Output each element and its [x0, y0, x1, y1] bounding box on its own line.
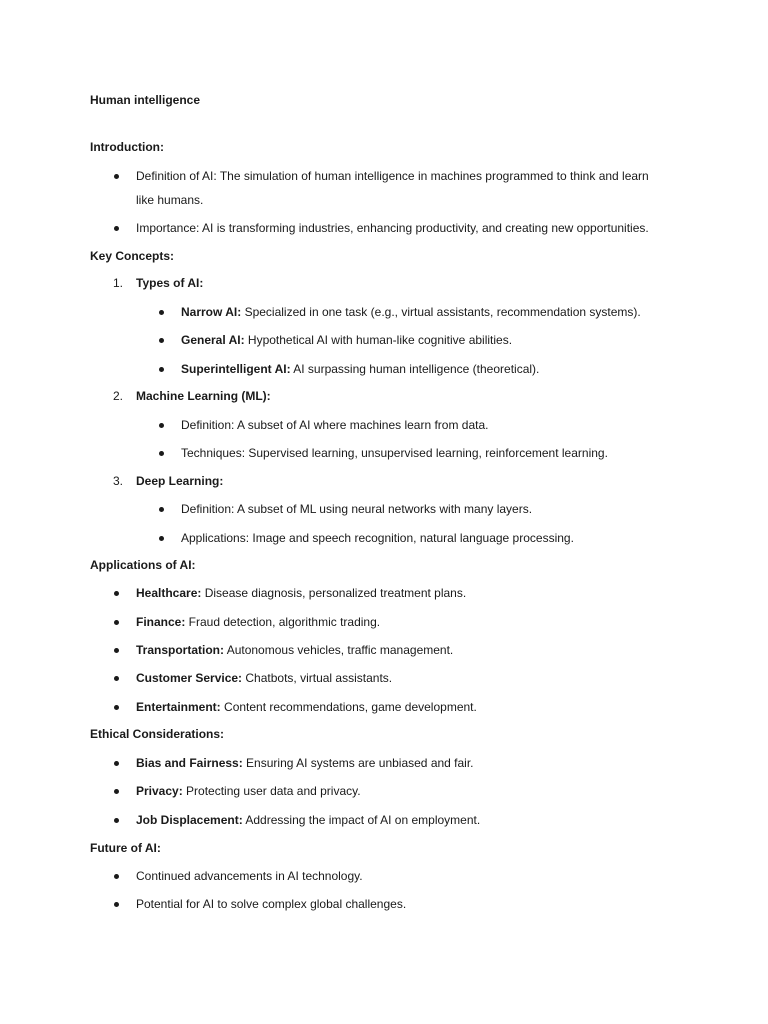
term-label: Job Displacement:	[136, 813, 243, 827]
section-heading-introduction: Introduction:	[90, 140, 164, 154]
bullet-icon	[114, 620, 119, 625]
term-description: Chatbots, virtual assistants.	[242, 671, 393, 685]
list-number: 1.	[113, 276, 124, 290]
term-label: General AI:	[181, 333, 245, 347]
term-description: Specialized in one task (e.g., virtual assistants, recommendation systems).	[241, 305, 641, 319]
list-item	[136, 812, 480, 828]
bullet-icon	[114, 174, 119, 179]
list-item	[136, 642, 453, 658]
term-label: Narrow AI:	[181, 305, 242, 319]
list-item	[136, 783, 361, 799]
bullet-icon	[114, 761, 119, 766]
section-heading-ethics: Ethical Considerations:	[90, 727, 225, 741]
term-label: Bias and Fairness:	[136, 756, 243, 770]
section-heading-applications: Applications of AI:	[90, 558, 196, 572]
list-item: Continued advancements in AI technology.	[136, 869, 363, 883]
bullet-icon	[114, 676, 119, 681]
sub-list-item: Definition: A subset of ML using neural networks with many layers.	[181, 502, 533, 516]
sub-list-item: Techniques: Supervised learning, unsupervised learning, reinforcement learning.	[181, 446, 608, 460]
bullet-icon	[114, 591, 119, 596]
list-item: Potential for AI to solve complex global challenges.	[136, 897, 407, 911]
sub-list-item	[181, 332, 512, 348]
term-label: Finance:	[136, 615, 186, 629]
term-label: Superintelligent AI:	[181, 362, 291, 376]
bullet-icon	[114, 789, 119, 794]
bullet-icon	[159, 507, 164, 512]
bullet-icon	[114, 226, 119, 231]
list-number: 2.	[113, 389, 124, 403]
numbered-item-label: Deep Learning:	[136, 474, 224, 488]
bullet-icon	[114, 818, 119, 823]
sub-list-item: Definition: A subset of AI where machines learn from data.	[181, 418, 489, 432]
bullet-icon	[159, 423, 164, 428]
term-description: Addressing the impact of AI on employment.	[242, 813, 481, 827]
term-label: Entertainment:	[136, 700, 221, 714]
list-item: Importance: AI is transforming industries, enhancing productivity, and creating new opportunities.	[136, 221, 649, 235]
bullet-icon	[114, 648, 119, 653]
bullet-icon	[159, 338, 164, 343]
term-label: Customer Service:	[136, 671, 243, 685]
list-item	[136, 614, 380, 630]
document-title: Human intelligence	[90, 93, 201, 107]
bullet-icon	[159, 310, 164, 315]
bullet-icon	[159, 367, 164, 372]
term-label: Privacy:	[136, 784, 183, 798]
term-description: Disease diagnosis, personalized treatment plans.	[201, 586, 467, 600]
sub-list-item	[181, 304, 641, 320]
numbered-item-label: Machine Learning (ML):	[136, 389, 271, 403]
numbered-item-label: Types of AI:	[136, 276, 204, 290]
list-item	[136, 755, 474, 771]
bullet-icon	[159, 451, 164, 456]
section-heading-key-concepts: Key Concepts:	[90, 249, 175, 263]
list-item	[136, 699, 477, 715]
term-description: AI surpassing human intelligence (theoretical).	[290, 362, 540, 376]
section-heading-future: Future of AI:	[90, 841, 161, 855]
list-item-continuation: like humans.	[136, 193, 204, 207]
term-label: Healthcare:	[136, 586, 202, 600]
term-description: Hypothetical AI with human-like cognitive abilities.	[244, 333, 513, 347]
list-item	[136, 670, 392, 686]
bullet-icon	[114, 902, 119, 907]
term-description: Fraud detection, algorithmic trading.	[185, 615, 381, 629]
term-label: Transportation:	[136, 643, 225, 657]
list-item: Definition of AI: The simulation of human intelligence in machines programmed to think and learn	[136, 169, 649, 183]
term-description: Autonomous vehicles, traffic management.	[224, 643, 454, 657]
list-item	[136, 585, 466, 601]
bullet-icon	[114, 705, 119, 710]
term-description: Content recommendations, game development.	[220, 700, 477, 714]
term-description: Protecting user data and privacy.	[182, 784, 361, 798]
list-number: 3.	[113, 474, 124, 488]
sub-list-item	[181, 361, 539, 377]
term-description: Ensuring AI systems are unbiased and fair.	[242, 756, 474, 770]
bullet-icon	[159, 536, 164, 541]
bullet-icon	[114, 874, 119, 879]
sub-list-item: Applications: Image and speech recognition, natural language processing.	[181, 531, 574, 545]
